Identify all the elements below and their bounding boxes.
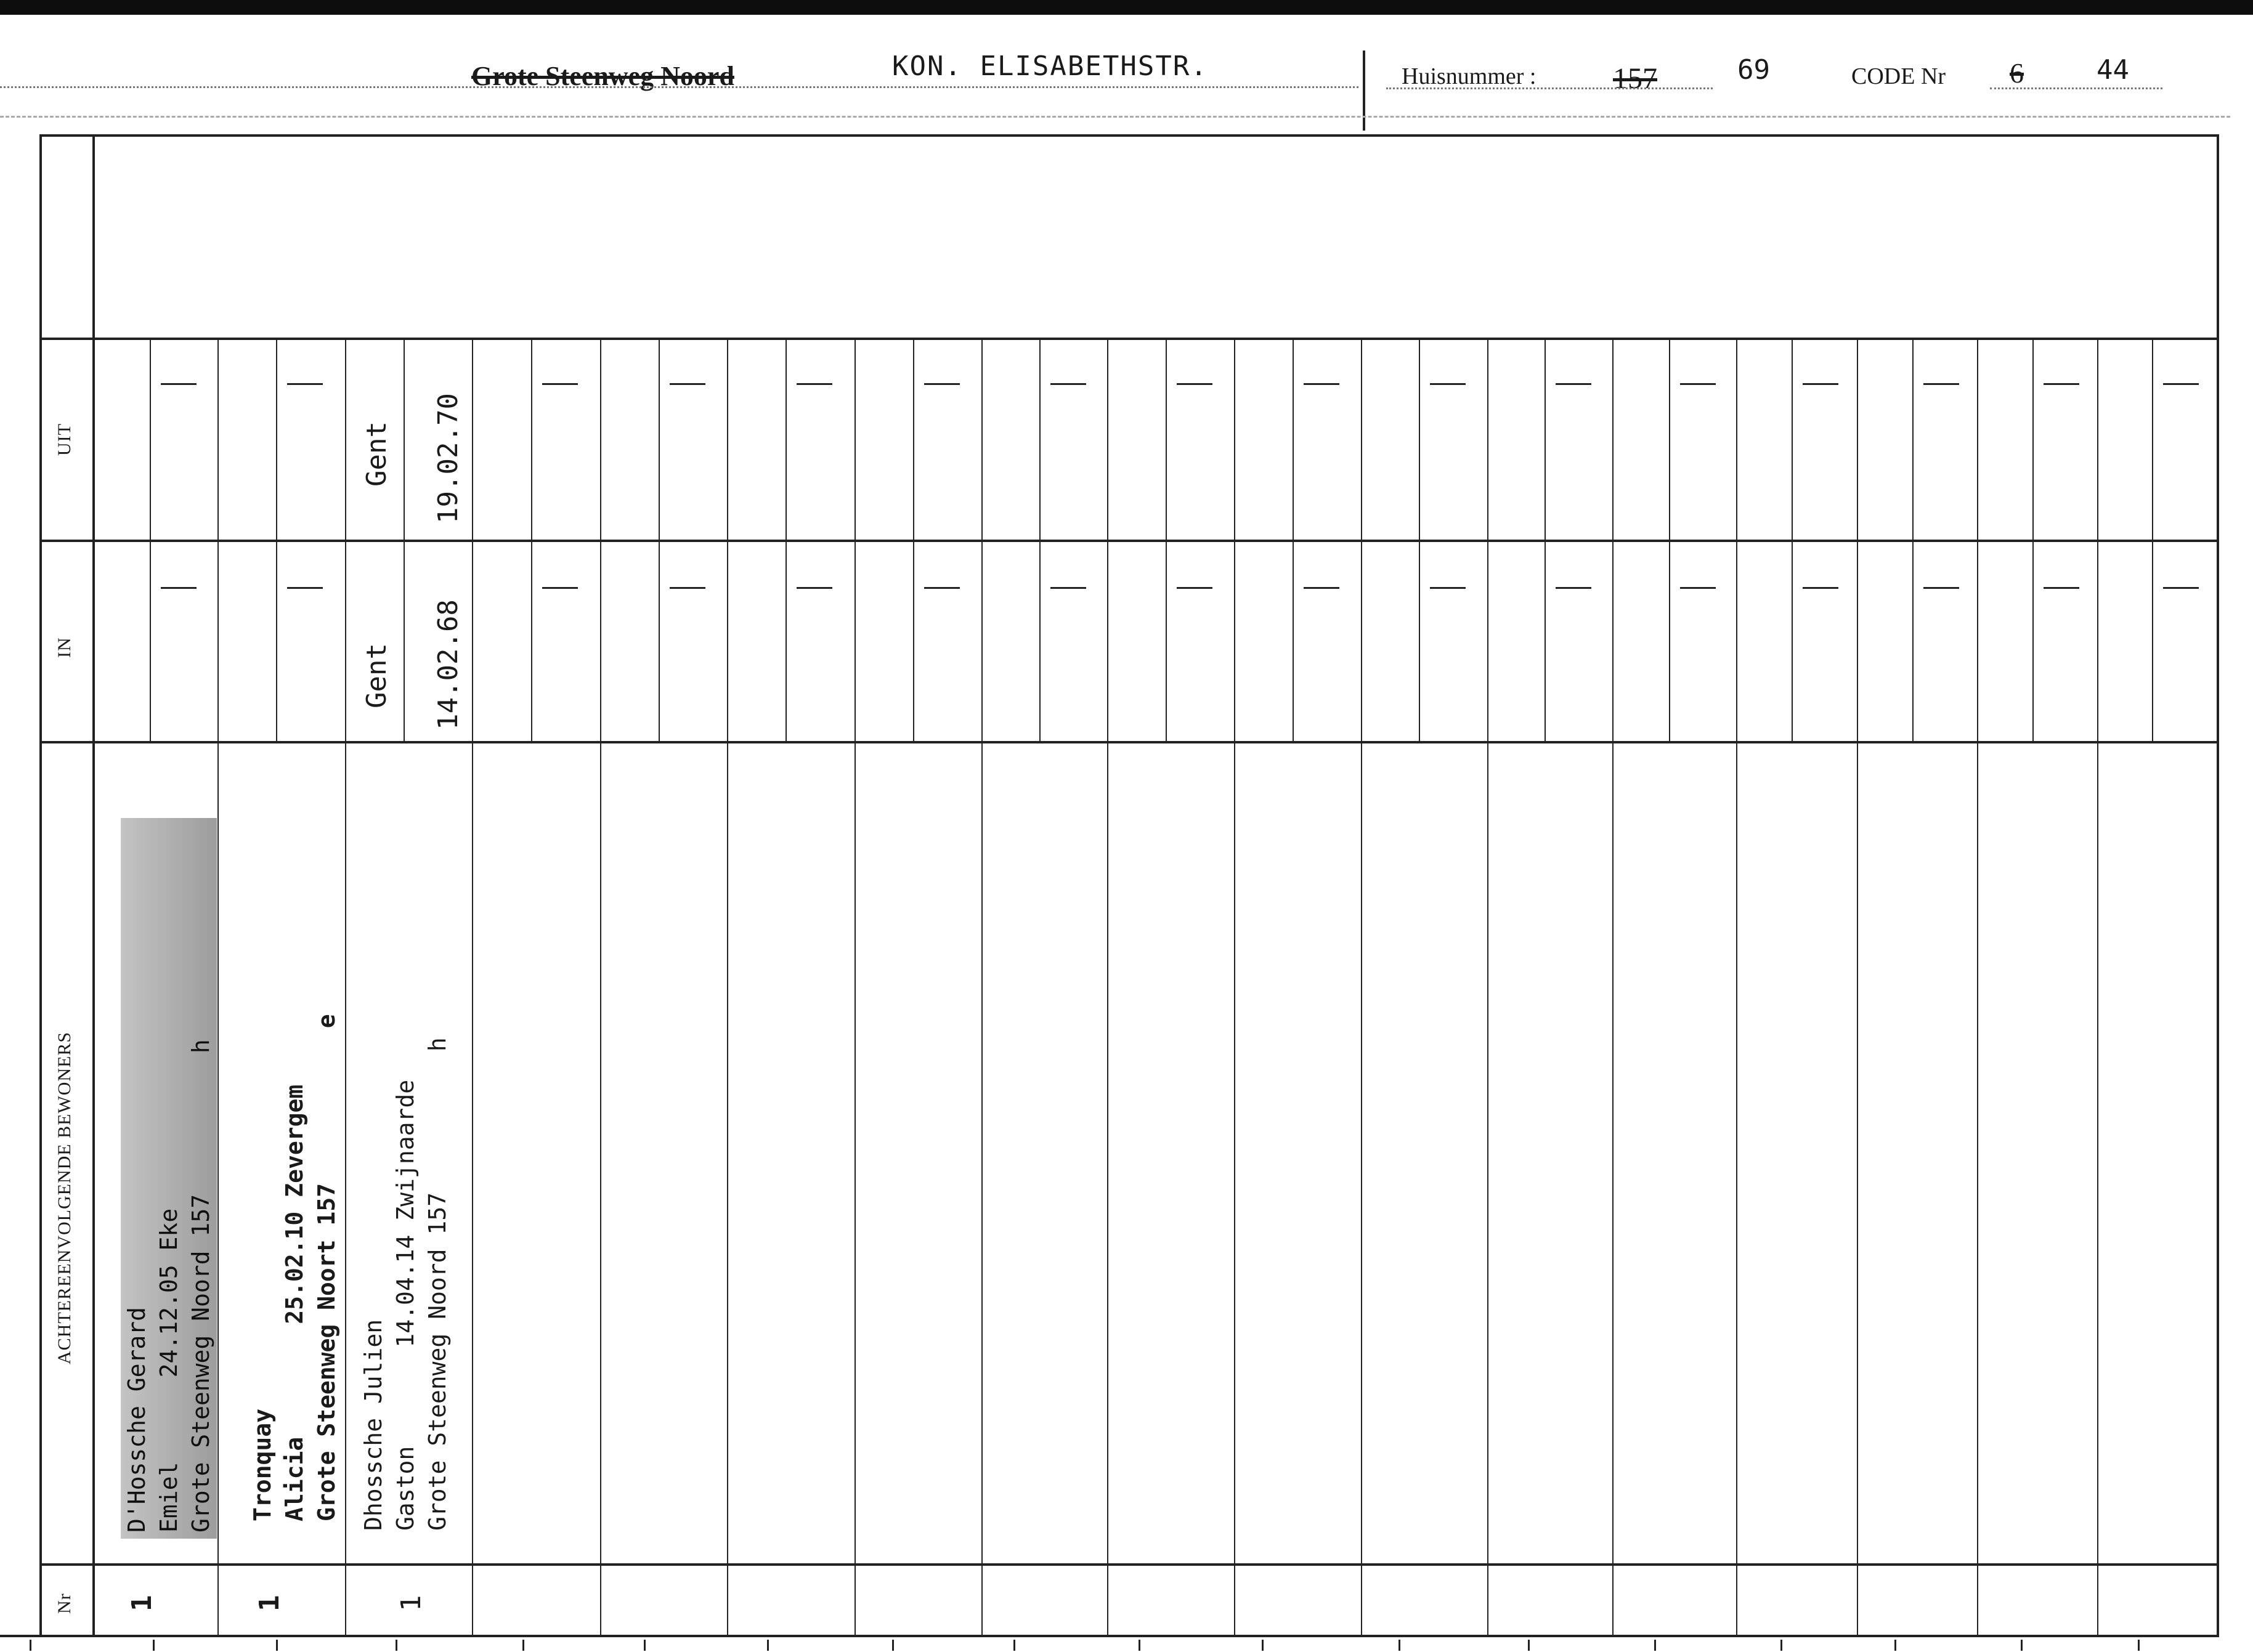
- resident-3-line-1: Dhossche Julien: [360, 1319, 387, 1531]
- sub-column-divider: [1545, 338, 1546, 742]
- column-divider: [600, 338, 601, 1636]
- in-label: IN: [54, 637, 75, 658]
- empty-dash: [924, 383, 960, 385]
- bottom-tick: [767, 1640, 769, 1651]
- bottom-tick: [2138, 1640, 2140, 1651]
- empty-dash: [1556, 587, 1591, 589]
- sub-column-divider: [1912, 338, 1914, 742]
- empty-dash: [1304, 383, 1339, 385]
- old-house-number: 157: [1613, 62, 1657, 95]
- uit-date-3: 19.02.70: [432, 393, 464, 524]
- column-divider: [472, 338, 473, 1636]
- frame-bottom: [0, 1635, 2219, 1637]
- bottom-tick: [2021, 1640, 2023, 1651]
- resident-2-line-1: Tronquay: [249, 1408, 276, 1521]
- resident-1-line-2: Emiel 24.12.05 Eke: [155, 1208, 182, 1533]
- resident-entry-3: [357, 1037, 453, 1531]
- column-divider: [1361, 338, 1362, 1636]
- code-label: CODE Nr: [1851, 63, 1946, 89]
- resident-2-line-2: Alicia 25.02.10 Zevergem: [281, 1084, 308, 1521]
- column-divider: [1857, 338, 1858, 1636]
- resident-1-line-1: D'Hossche Gerard: [123, 1306, 150, 1533]
- sub-column-divider: [531, 338, 532, 742]
- empty-dash: [1177, 383, 1212, 385]
- empty-dash: [542, 383, 578, 385]
- resident-3-line-2: Gaston 14.04.14 Zwijnaarde: [392, 1079, 419, 1531]
- uit-top-line: [39, 338, 2219, 340]
- empty-dash: [924, 587, 960, 589]
- old-street-name: Grote Steenweg Noord: [471, 61, 734, 91]
- sub-column-divider: [2152, 338, 2153, 742]
- empty-dash: [797, 587, 832, 589]
- resident-1-nr: 1: [126, 1595, 158, 1611]
- empty-dash: [1304, 587, 1339, 589]
- column-divider: [1487, 338, 1488, 1636]
- header-underline: [0, 116, 2230, 118]
- house-number-label: Huisnummer :: [1402, 63, 1537, 89]
- uit-in-line: [39, 540, 2219, 542]
- resident-2-line-3: Grote Steenweg Noort 157 e: [313, 1014, 340, 1521]
- resident-entry-1: [121, 818, 217, 1539]
- empty-dash: [797, 383, 832, 385]
- sub-column-divider: [659, 338, 660, 742]
- in-residents-line: [39, 741, 2219, 743]
- resident-2-nr: 1: [254, 1595, 285, 1611]
- old-code: 6: [2010, 57, 2024, 89]
- bottom-tick: [30, 1640, 31, 1651]
- frame-left: [39, 134, 42, 1637]
- column-divider: [217, 338, 219, 1636]
- column-divider: [1977, 338, 1978, 1636]
- empty-dash: [670, 383, 705, 385]
- sub-column-divider: [1419, 338, 1420, 742]
- resident-3-line-3: Grote Steenweg Noord 157 h: [424, 1037, 451, 1531]
- empty-dash: [1923, 587, 1959, 589]
- empty-dash: [1050, 383, 1086, 385]
- bottom-tick: [396, 1640, 397, 1651]
- frame-right: [2217, 134, 2219, 1637]
- empty-dash: [2044, 383, 2079, 385]
- empty-dash: [1430, 383, 1466, 385]
- sub-column-divider: [404, 338, 405, 742]
- in-place-3: Gent: [361, 643, 392, 708]
- bottom-tick: [1780, 1640, 1782, 1651]
- resident-3-nr: 1: [396, 1595, 427, 1611]
- column-divider: [345, 338, 346, 1636]
- nr-label: Nr: [54, 1593, 75, 1614]
- empty-dash: [2044, 587, 2079, 589]
- empty-dash: [1680, 587, 1716, 589]
- bottom-tick: [522, 1640, 524, 1651]
- sub-column-divider: [276, 338, 277, 742]
- empty-dash: [1050, 587, 1086, 589]
- sub-column-divider: [1166, 338, 1167, 742]
- uit-place-3: Gent: [361, 421, 392, 487]
- sub-column-divider: [1669, 338, 1670, 742]
- empty-dash: [1556, 383, 1591, 385]
- empty-dash: [1430, 587, 1466, 589]
- sub-column-divider: [1293, 338, 1294, 742]
- bottom-tick: [644, 1640, 646, 1651]
- sub-column-divider: [2032, 338, 2034, 742]
- new-code: 44: [2097, 54, 2129, 86]
- column-divider: [1107, 338, 1108, 1636]
- column-divider: [1612, 338, 1614, 1636]
- empty-dash: [670, 587, 705, 589]
- street-dotline: [0, 86, 1358, 88]
- empty-dash: [1680, 383, 1716, 385]
- label-column-divider: [92, 134, 95, 1637]
- empty-dash: [1177, 587, 1212, 589]
- new-house-number: 69: [1737, 54, 1770, 86]
- empty-dash: [287, 587, 323, 589]
- empty-dash: [161, 587, 197, 589]
- column-divider: [981, 338, 983, 1636]
- column-divider: [855, 338, 856, 1636]
- sub-column-divider: [913, 338, 914, 742]
- bottom-tick: [1894, 1640, 1896, 1651]
- bottom-tick: [1398, 1640, 1400, 1651]
- in-date-3: 14.02.68: [432, 599, 464, 730]
- empty-dash: [542, 587, 578, 589]
- house-dotline: [1386, 87, 1713, 89]
- empty-dash: [1803, 587, 1838, 589]
- frame-top: [39, 134, 2219, 137]
- uit-label: UIT: [54, 423, 75, 456]
- bottom-tick: [1654, 1640, 1656, 1651]
- new-street-name: KON. ELISABETHSTR.: [892, 51, 1208, 82]
- empty-dash: [2163, 587, 2199, 589]
- residents-nr-line: [39, 1563, 2219, 1566]
- top-border: [0, 0, 2253, 15]
- sub-column-divider: [150, 338, 151, 742]
- code-dotline: [1990, 87, 2162, 89]
- header-divider: [1363, 51, 1365, 131]
- bottom-tick: [153, 1640, 155, 1651]
- residents-label: ACHTEREENVOLGENDE BEWONERS: [54, 1031, 75, 1364]
- resident-entry-2: [246, 1014, 343, 1521]
- column-divider: [1736, 338, 1737, 1636]
- bottom-tick: [892, 1640, 894, 1651]
- column-divider: [2097, 338, 2098, 1636]
- empty-dash: [2163, 383, 2199, 385]
- sub-column-divider: [786, 338, 787, 742]
- empty-dash: [1803, 383, 1838, 385]
- sub-column-divider: [1792, 338, 1793, 742]
- empty-dash: [161, 383, 197, 385]
- column-divider: [727, 338, 728, 1636]
- bottom-tick: [276, 1640, 278, 1651]
- column-divider: [1234, 338, 1235, 1636]
- sub-column-divider: [1039, 338, 1041, 742]
- bottom-tick: [1262, 1640, 1264, 1651]
- empty-dash: [287, 383, 323, 385]
- bottom-tick: [1528, 1640, 1530, 1651]
- bottom-tick: [1139, 1640, 1140, 1651]
- resident-1-line-3: Grote Steenweg Noord 157 h: [187, 1039, 214, 1533]
- empty-dash: [1923, 383, 1959, 385]
- bottom-tick: [1013, 1640, 1015, 1651]
